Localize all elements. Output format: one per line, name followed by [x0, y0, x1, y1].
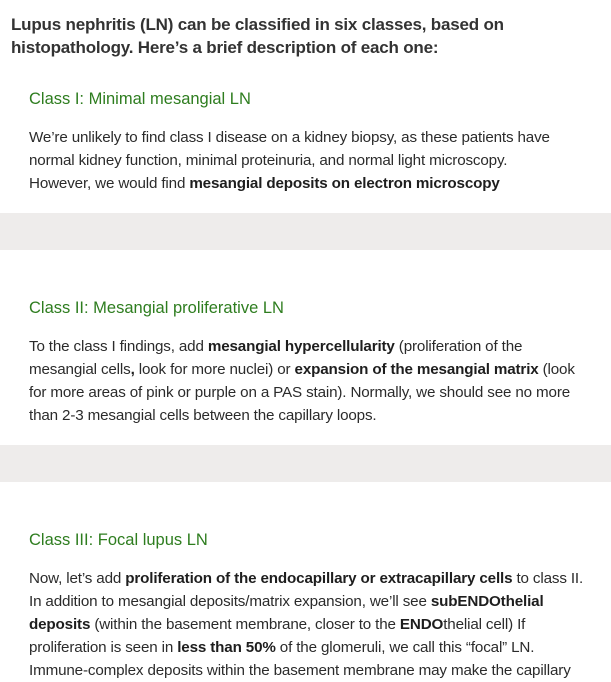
class-1-text: However, we would find [29, 175, 190, 192]
class-2-emphasis: mesangial hypercellularity [207, 338, 395, 355]
class-2-text: mesangial cells [29, 361, 131, 378]
class-2-text: (look [538, 361, 575, 378]
class-2-line-2 [29, 358, 575, 381]
class-3-emphasis: ENDO [399, 616, 444, 633]
intro-line-2: histopathology. Here’s a brief description of each one: [11, 38, 439, 57]
class-3-text: In addition to mesangial deposits/matrix expansion, we’ll see [29, 593, 431, 610]
class-3-text: of the glomeruli, we call this “focal” LN. [275, 639, 535, 656]
class-2-line-3: for more areas of pink or purple on a PAS stain). Normally, we should see no more [29, 384, 571, 401]
class-3-text: to class II. [512, 570, 584, 587]
class-3-title: Class III: Focal lupus LN [29, 531, 208, 549]
class-3-text: thelial cell) If [443, 616, 526, 633]
class-3-line-3 [29, 613, 583, 636]
class-1-emphasis: mesangial deposits on electron microscopy [189, 175, 500, 192]
class-2-title: Class II: Mesangial proliferative LN [29, 299, 284, 317]
section-divider [0, 213, 611, 250]
class-3-line-5: Immune-complex deposits within the basement membrane may make the capillary [29, 662, 571, 679]
class-2-text: look for more nuclei) or [134, 361, 295, 378]
class-3-text: proliferation is seen in [29, 639, 178, 656]
class-1-line-2: normal kidney function, minimal proteinuria, and normal light microscopy. [29, 152, 508, 169]
class-3-text: Now, let’s add [29, 570, 126, 587]
class-3-emphasis: subENDOthelial [430, 593, 544, 610]
class-2-emphasis: , [130, 361, 135, 378]
class-3-emphasis: deposits [29, 616, 91, 633]
intro-heading [11, 13, 601, 59]
class-3-description [29, 567, 583, 682]
class-2-section [0, 250, 611, 445]
class-3-emphasis: less than 50% [177, 639, 276, 656]
class-1-section [0, 76, 611, 213]
class-3-line-4 [29, 636, 583, 659]
class-2-description [29, 335, 575, 427]
class-1-description [29, 126, 550, 195]
class-2-text: (proliferation of the [394, 338, 523, 355]
class-3-line-2 [29, 590, 583, 613]
class-2-line-4: than 2-3 mesangial cells between the capillary loops. [29, 407, 377, 424]
class-1-title: Class I: Minimal mesangial LN [29, 90, 251, 108]
class-3-text: (within the basement membrane, closer to the [90, 616, 400, 633]
section-divider [0, 445, 611, 482]
class-2-line-1 [29, 335, 575, 358]
class-3-section [0, 482, 611, 679]
class-3-emphasis: proliferation of the endocapillary or extracapillary cells [125, 570, 513, 587]
class-2-emphasis: expansion of the mesangial matrix [294, 361, 539, 378]
class-1-line-3 [29, 172, 550, 195]
class-3-line-1 [29, 567, 583, 590]
class-2-text: To the class I findings, add [29, 338, 208, 355]
class-1-line-1: We’re unlikely to find class I disease on a kidney biopsy, as these patients have [29, 129, 550, 146]
intro-line-1: Lupus nephritis (LN) can be classified in six classes, based on [11, 15, 504, 34]
